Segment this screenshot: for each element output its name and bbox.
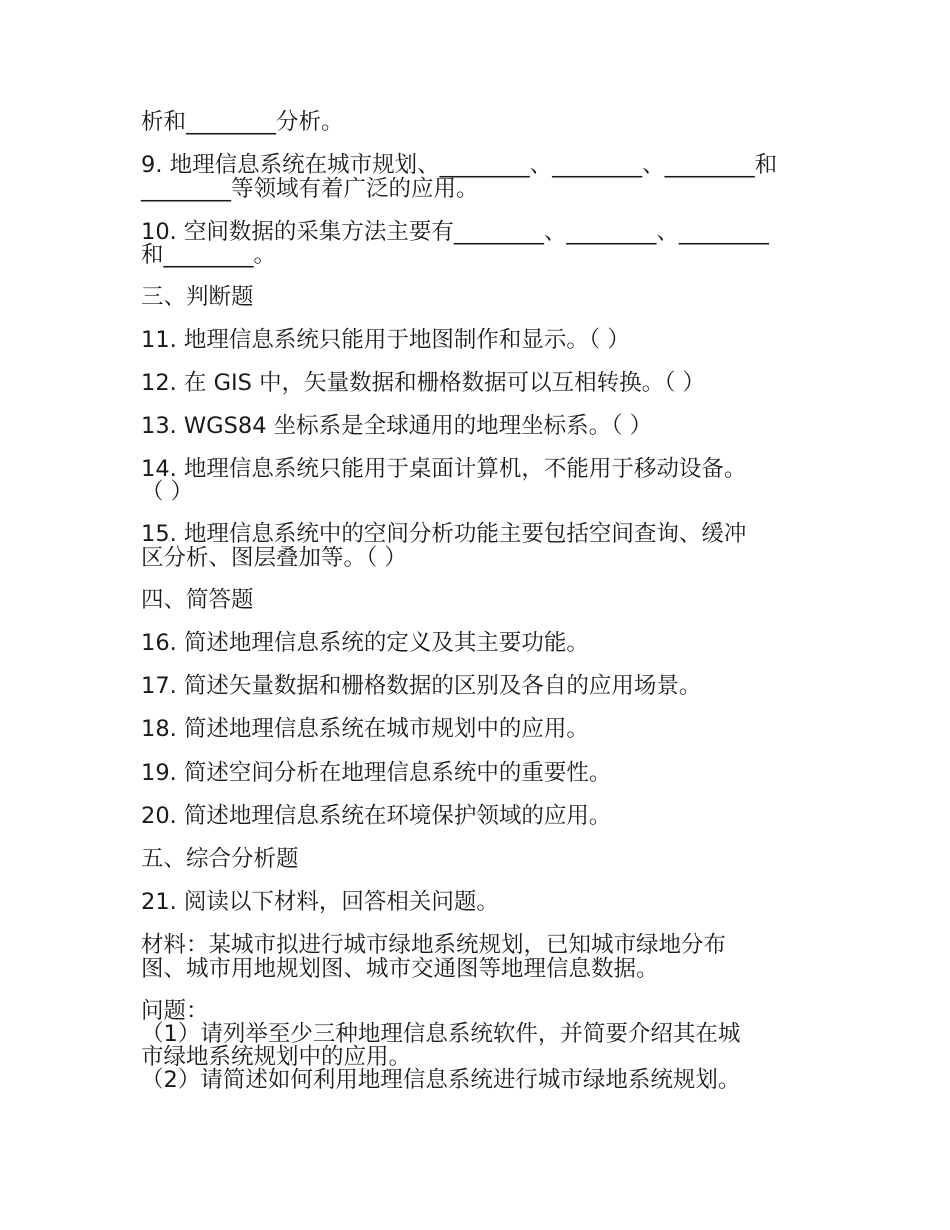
q14-line-2: （ ） bbox=[141, 479, 194, 505]
q15-line-2: 区分析、图层叠加等。（ ） bbox=[141, 545, 407, 571]
q18: 18. 简述地理信息系统在城市规划中的应用。 bbox=[141, 716, 589, 742]
q11: 11. 地理信息系统只能用于地图制作和显示。（ ） bbox=[141, 327, 630, 353]
section-5-heading: 五、综合分析题 bbox=[141, 846, 299, 872]
q19: 19. 简述空间分析在地理信息系统中的重要性。 bbox=[141, 760, 612, 786]
q12: 12. 在 GIS 中，矢量数据和栅格数据可以互相转换。（ ） bbox=[141, 370, 705, 396]
sub-question-1-line-2: 市绿地系统规划中的应用。 bbox=[141, 1044, 412, 1070]
q17: 17. 简述矢量数据和栅格数据的区别及各自的应用场景。 bbox=[141, 673, 702, 699]
q13: 13. WGS84 坐标系是全球通用的地理坐标系。（ ） bbox=[141, 413, 653, 439]
sub-question-1-line-1: （1）请列举至少三种地理信息系统软件，并简要介绍其在城 bbox=[141, 1021, 741, 1047]
q10-line-2: 和________。 bbox=[141, 242, 277, 268]
q20: 20. 简述地理信息系统在环境保护领域的应用。 bbox=[141, 803, 612, 829]
q16: 16. 简述地理信息系统的定义及其主要功能。 bbox=[141, 630, 589, 656]
q10-line-1: 10. 空间数据的采集方法主要有________、________、________ bbox=[141, 219, 769, 245]
material-line-1: 材料：某城市拟进行城市绿地系统规划，已知城市绿地分布 bbox=[141, 932, 727, 958]
q9-line-2: ________等领域有着广泛的应用。 bbox=[141, 176, 479, 202]
section-4-heading: 四、简答题 bbox=[141, 587, 254, 613]
section-3-heading: 三、判断题 bbox=[141, 284, 254, 310]
q8-continuation: 析和________分析。 bbox=[141, 109, 344, 135]
q21: 21. 阅读以下材料，回答相关问题。 bbox=[141, 889, 499, 915]
question-label: 问题： bbox=[141, 998, 209, 1024]
sub-question-2: （2）请简述如何利用地理信息系统进行城市绿地系统规划。 bbox=[141, 1067, 741, 1093]
material-line-2: 图、城市用地规划图、城市交通图等地理信息数据。 bbox=[141, 956, 659, 982]
q15-line-1: 15. 地理信息系统中的空间分析功能主要包括空间查询、缓冲 bbox=[141, 521, 747, 547]
q9-line-1: 9. 地理信息系统在城市规划、________、________、________和 bbox=[141, 152, 778, 178]
q14-line-1: 14. 地理信息系统只能用于桌面计算机，不能用于移动设备。 bbox=[141, 456, 747, 482]
